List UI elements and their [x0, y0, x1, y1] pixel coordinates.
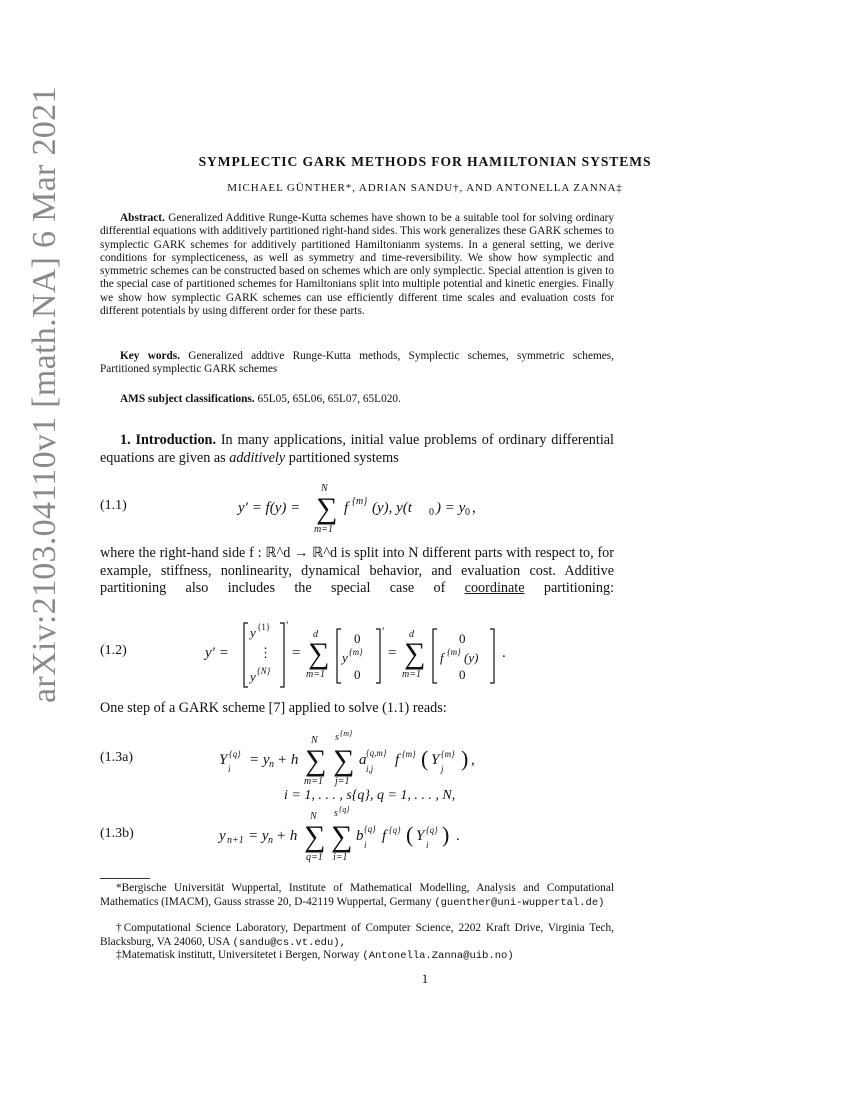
footnote-2 [100, 922, 614, 950]
svg-text:): ) [442, 822, 450, 847]
svg-text:′: ′ [286, 618, 289, 632]
svg-text:0: 0 [459, 667, 466, 682]
svg-text:Y: Y [431, 752, 440, 768]
page-number: 1 [421, 971, 429, 986]
svg-text:i: i [228, 764, 231, 774]
svg-text:∑: ∑ [304, 820, 326, 853]
svg-text:f: f [440, 650, 444, 665]
svg-text:=: = [388, 645, 397, 661]
arxiv-identifier: arXiv:2103.04110v1 [math.NA] 6 Mar 2021 [26, 86, 63, 703]
svg-text:= y: = y [249, 752, 270, 768]
svg-text:y: y [342, 650, 348, 665]
svg-text:∑: ∑ [305, 744, 327, 777]
svg-text:m=1: m=1 [306, 669, 325, 680]
svg-text:0: 0 [354, 631, 361, 646]
svg-text:{m}: {m} [447, 647, 461, 657]
svg-text:j=1: j=1 [335, 776, 350, 787]
svg-text:i=1: i=1 [333, 852, 348, 863]
svg-text:∑: ∑ [316, 492, 338, 525]
svg-text:{N}: {N} [257, 666, 271, 676]
intro-text-1: In many applications, initial value problems of ordinary differential equations are given as [100, 432, 614, 466]
svg-text:0: 0 [354, 667, 361, 682]
footnote-rule [100, 878, 150, 879]
paragraph-partitioning [100, 545, 614, 598]
svg-text:=: = [292, 645, 301, 661]
svg-text:+ h: + h [277, 752, 299, 768]
footnote-3-text: ‡Matematisk institutt, Universitetet i Bergen, Norway [116, 949, 360, 961]
svg-text:q=1: q=1 [306, 852, 323, 863]
svg-text:∑: ∑ [333, 744, 355, 777]
svg-text:{q}: {q} [426, 825, 438, 835]
equation-1-3a [215, 730, 505, 790]
keywords-label: Key words. [120, 350, 181, 362]
svg-text:Y: Y [219, 752, 228, 768]
abstract-text: Generalized Additive Runge-Kutta schemes have shown to be a suitable tool for solving ordinary differential equations with additively partitioned right-hand sides. This work generalizes these GARK schemes to symplectic GARK schemes for additively partitioned Hamiltonianm systems. In a general setting, we derive conditions for symplecticeness, as well as symmetry and time-reversibility. We show how symplectic and symmetric schemes can be constructed based on schemes which are only symplectic. Special attention is given to the special case of partitioned schemes for Hamiltonians split into multiple potential and kinetic energies. Finally we show how symplectic GARK schemes can use efficiently different time scales and evaluation costs for different potentials by using different order for these parts. [100, 212, 614, 318]
footnote-1-text: *Bergische Universität Wuppertal, Institute of Mathematical Modelling, Analysis and Computational Mathematics (IMACM), Gauss strasse 20, D-42119 Wuppertal, Germany [100, 882, 614, 908]
equation-label-1-3a: (1.3a) [100, 750, 134, 765]
author-list: MICHAEL GÜNTHER*, ADRIAN SANDU†, AND ANTONELLA ZANNA‡ [227, 182, 623, 194]
svg-text:{q}: {q} [364, 824, 376, 834]
ams-text: 65L05, 65L06, 65L07, 65L020. [257, 393, 401, 405]
svg-text:.: . [456, 828, 460, 844]
svg-text:{q}: {q} [339, 806, 350, 814]
svg-text:Y: Y [416, 828, 425, 844]
paper-title: SYMPLECTIC GARK METHODS FOR HAMILTONIAN SYSTEMS [198, 154, 652, 169]
svg-text:f: f [344, 500, 349, 516]
svg-text:y′ = f(y) =: y′ = f(y) = [238, 500, 301, 516]
svg-text:{q}: {q} [389, 825, 401, 835]
svg-text:{m}: {m} [349, 647, 363, 657]
svg-text:∑: ∑ [308, 637, 330, 670]
svg-text:i: i [364, 840, 367, 850]
svg-text:{q}: {q} [229, 749, 241, 759]
svg-text:i: i [426, 840, 429, 850]
equation-label-1-1: (1.1) [100, 498, 127, 513]
svg-text:s: s [335, 732, 339, 743]
svg-text:f: f [395, 752, 400, 768]
svg-text:∑: ∑ [331, 820, 353, 853]
svg-text:,: , [471, 752, 475, 768]
intro-emphasis: additively [229, 449, 286, 466]
para2-text-1: where the right-hand side f : ℝ^d → ℝ^d is split into N different parts with respect to, for example, stiffness, nonlinearity, dynamical behavior, and evaluation cost. Additive partitioning also includes the special case of [100, 545, 614, 596]
svg-text:m=1: m=1 [402, 669, 421, 680]
equation-1-3b [216, 806, 476, 864]
svg-text:0: 0 [459, 631, 466, 646]
svg-text:(y): (y) [464, 650, 479, 665]
svg-text:f: f [382, 828, 387, 844]
svg-text:+ h: + h [276, 828, 298, 844]
svg-text:): ) [461, 746, 469, 771]
svg-text:0: 0 [465, 507, 470, 518]
equation-1-2 [200, 615, 520, 691]
footnote-2-text: †Computational Science Laboratory, Department of Computer Science, 2202 Kraft Drive, Virginia Tech, Blacksburg, VA 24060, USA [100, 922, 614, 948]
svg-text:{m}: {m} [441, 749, 455, 759]
svg-text:y′ =: y′ = [205, 645, 229, 661]
equation-label-1-3b: (1.3b) [100, 826, 134, 841]
svg-text:= y: = y [248, 828, 269, 844]
svg-text:d: d [313, 629, 318, 640]
svg-text:′: ′ [382, 624, 385, 638]
svg-text:{m}: {m} [352, 496, 368, 507]
svg-text:N: N [310, 811, 317, 822]
svg-text:n: n [268, 835, 273, 846]
svg-text:j: j [441, 764, 444, 774]
footnote-3-email[interactable]: (Antonella.Zanna@uib.no) [362, 950, 514, 962]
equation-1-3a-range: i = 1, . . . , s{q}, q = 1, . . . , N, [284, 788, 456, 803]
abstract [100, 212, 614, 318]
svg-text:N: N [321, 483, 328, 494]
svg-text:.: . [502, 645, 506, 661]
svg-text:m=1: m=1 [314, 524, 333, 534]
svg-text:y: y [250, 625, 256, 640]
keywords-text: Generalized addtive Runge-Kutta methods, Symplectic schemes, symmetric schemes, Partitioned symplectic GARK schemes [100, 350, 614, 376]
svg-text:) = y: ) = y [436, 500, 466, 516]
abstract-label: Abstract. [120, 212, 165, 224]
svg-text:⋮: ⋮ [259, 645, 272, 660]
svg-text:y: y [250, 669, 256, 684]
svg-text:∑: ∑ [404, 637, 426, 670]
footnote-3 [100, 949, 614, 964]
footnote-1 [100, 882, 614, 910]
svg-text:i,j: i,j [366, 764, 374, 774]
svg-text:n+1: n+1 [227, 835, 244, 846]
svg-text:a: a [359, 752, 367, 768]
svg-text:N: N [311, 735, 318, 746]
svg-text:d: d [409, 629, 414, 640]
svg-text:n: n [269, 759, 274, 770]
svg-text:{1}: {1} [257, 622, 271, 632]
svg-text:(: ( [421, 746, 429, 771]
equation-label-1-2: (1.2) [100, 643, 127, 658]
svg-text:{q,m}: {q,m} [366, 748, 387, 758]
footnote-2-email[interactable]: (sandu@cs.vt.edu), [232, 936, 346, 949]
equation-1-1 [230, 478, 490, 534]
svg-text:m=1: m=1 [304, 776, 323, 787]
intro-text-2: partitioned systems [288, 449, 399, 466]
svg-text:{m}: {m} [402, 749, 416, 759]
ams-classifications [100, 393, 614, 406]
svg-text:(: ( [406, 822, 414, 847]
section-heading: 1. Introduction. [120, 432, 216, 448]
introduction-paragraph [100, 432, 614, 467]
svg-text:y: y [219, 828, 226, 844]
ams-label: AMS subject classifications. [120, 393, 255, 405]
para2-text-2: partitioning: [543, 580, 615, 596]
svg-text:(y), y(t: (y), y(t [372, 500, 412, 516]
keywords [100, 350, 614, 377]
svg-text:{m}: {m} [340, 730, 353, 738]
svg-text:0: 0 [429, 507, 434, 518]
svg-text:s: s [334, 808, 338, 819]
para2-underlined: coordinate [464, 580, 525, 596]
svg-text:,: , [472, 500, 476, 516]
svg-text:b: b [356, 828, 364, 844]
footnote-1-email[interactable]: (guenther@uni-wuppertal.de) [434, 896, 605, 909]
paragraph-gark-step: One step of a GARK scheme [7] applied to solve (1.1) reads: [100, 700, 447, 716]
